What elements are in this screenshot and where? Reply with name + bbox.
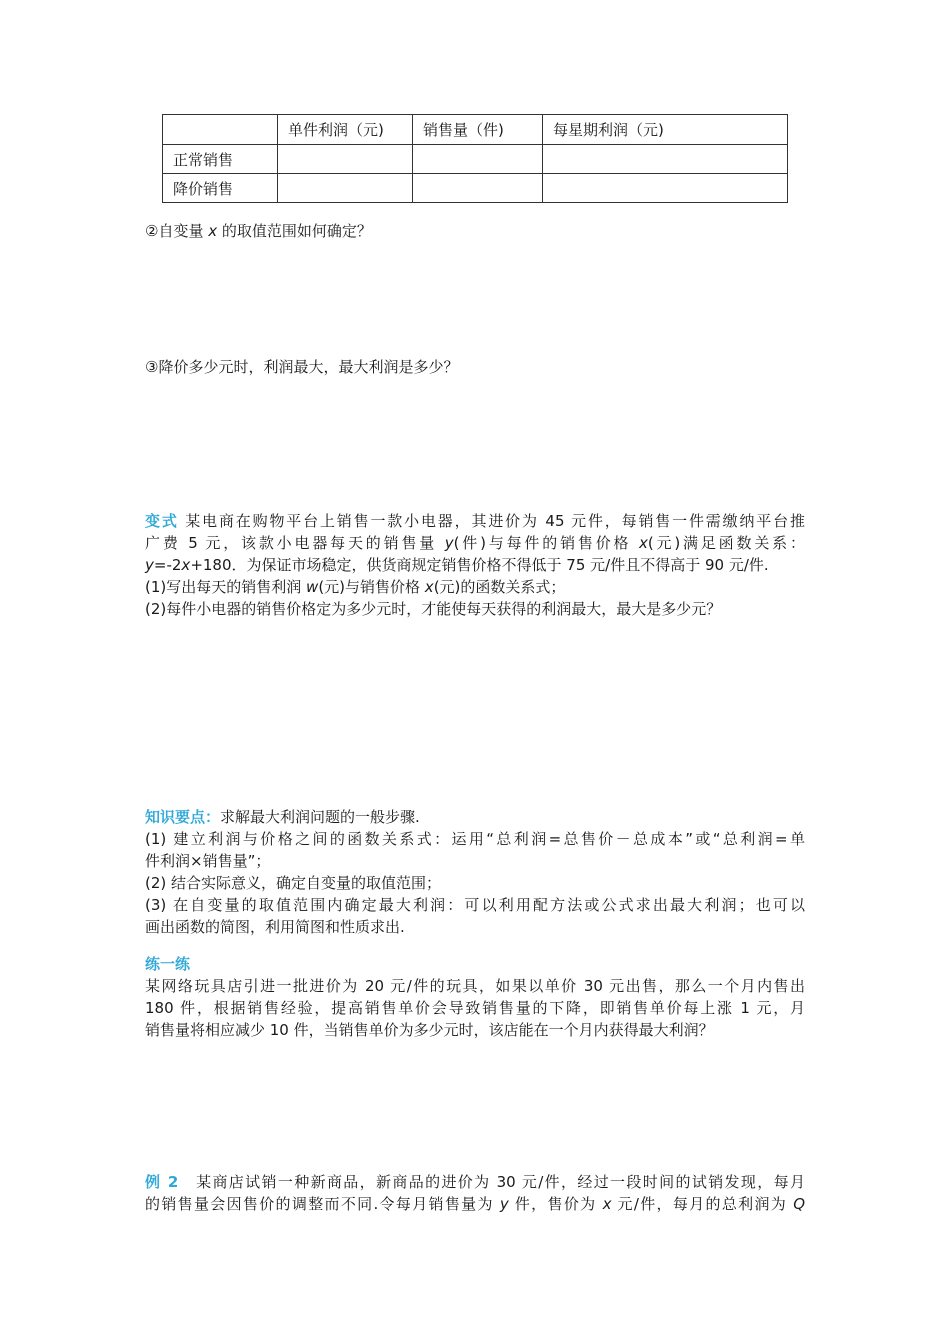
knowledge-step-1-cont: 件利润×销售量”； xyxy=(145,852,271,870)
example-2-line-1 xyxy=(145,1171,805,1193)
example-2-var: x xyxy=(602,1195,612,1213)
table-header-cell: 销售量（件) xyxy=(413,115,543,145)
variant-tag: 变式 xyxy=(145,512,179,530)
example-2-tag: 例 2 xyxy=(145,1173,179,1191)
question-3: ③降价多少元时，利润最大，最大利润是多少？ xyxy=(145,358,459,376)
knowledge-step-2: (2) 结合实际意义，确定自变量的取值范围； xyxy=(145,874,442,892)
table-cell xyxy=(543,145,788,174)
variant-line-1 xyxy=(145,510,805,532)
table-header-row xyxy=(163,115,788,145)
table-cell xyxy=(278,174,413,203)
table-header-cell xyxy=(163,115,278,145)
variant-var: y xyxy=(145,556,154,574)
practice-line-2: 180 件，根据销售经验，提高销售单价会导致销售量的下降，即销售单价每上涨 1 元，月 xyxy=(145,999,805,1017)
variant-text: (元)的函数关系式； xyxy=(433,578,566,596)
practice-heading: 练一练 xyxy=(145,955,191,973)
variant-text: (件)与每件的销售价格 xyxy=(453,534,639,552)
question-2-var: x xyxy=(208,222,218,240)
sales-table xyxy=(162,114,788,203)
table-header-cell: 每星期利润（元) xyxy=(543,115,788,145)
knowledge-step-1: (1) 建立利润与价格之间的函数关系式：运用“总利润=总售价－总成本”或“总利润=单 xyxy=(145,830,805,848)
table-row-label: 正常销售 xyxy=(163,145,278,174)
example-2-text: 元/件，每月的总利润为 xyxy=(611,1195,794,1213)
variant-text: +180．为保证市场稳定，供货商规定销售价格不得低于 75 元/件且不得高于 90 元/件. xyxy=(190,556,769,574)
table-cell xyxy=(413,145,543,174)
table-cell xyxy=(543,174,788,203)
variant-var: x xyxy=(181,556,191,574)
table-header-cell: 单件利润（元) xyxy=(278,115,413,145)
question-2-text: 的取值范围如何确定？ xyxy=(217,222,372,240)
example-2-text: 件，售价为 xyxy=(508,1195,603,1213)
table-cell xyxy=(278,145,413,174)
example-2-line-2 xyxy=(145,1193,805,1215)
example-2-var: y xyxy=(499,1195,509,1213)
question-2-text: ②自变量 xyxy=(145,222,209,240)
variant-text: (元)与销售价格 xyxy=(318,578,425,596)
table-row-label: 降价销售 xyxy=(163,174,278,203)
variant-line-2 xyxy=(145,532,805,554)
variant-question-1 xyxy=(145,576,565,598)
variant-var: w xyxy=(306,578,319,596)
knowledge-step-3: (3) 在自变量的取值范围内确定最大利润：可以利用配方法或公式求出最大利润；也可以 xyxy=(145,896,805,914)
knowledge-tag: 知识要点： xyxy=(145,808,221,826)
knowledge-heading xyxy=(145,806,420,828)
practice-line-1: 某网络玩具店引进一批进价为 20 元/件的玩具，如果以单价 30 元出售，那么一个月内售出 xyxy=(145,977,805,995)
variant-text: 广费 5 元，该款小电器每天的销售量 xyxy=(145,534,445,552)
variant-text: (元)满足函数关系： xyxy=(647,534,805,552)
variant-text: 某电商在购物平台上销售一款小电器，其进价为 45 元件，每销售一件需缴纳平台推 xyxy=(178,512,805,530)
table-row xyxy=(163,174,788,203)
variant-question-2: (2)每件小电器的销售价格定为多少元时，才能使每天获得的利润最大，最大是多少元？ xyxy=(145,600,722,618)
variant-var: x xyxy=(638,534,648,552)
variant-text: (1)写出每天的销售利润 xyxy=(145,578,307,596)
example-2-text: 的销售量会因售价的调整而不同.令每月销售量为 xyxy=(145,1195,500,1213)
variant-line-3 xyxy=(145,554,769,576)
knowledge-intro: 求解最大利润问题的一般步骤. xyxy=(220,808,420,826)
example-2-var: Q xyxy=(793,1195,806,1213)
example-2-text: 某商店试销一种新商品，新商品的进价为 30 元/件，经过一段时间的试销发现，每月 xyxy=(178,1173,805,1191)
practice-line-3: 销售量将相应减少 10 件，当销售单价为多少元时，该店能在一个月内获得最大利润？ xyxy=(145,1021,714,1039)
question-2 xyxy=(145,220,372,242)
table-cell xyxy=(413,174,543,203)
knowledge-step-3-cont: 画出函数的简图，利用简图和性质求出. xyxy=(145,918,405,936)
variant-var: x xyxy=(424,578,434,596)
variant-text: =-2 xyxy=(153,556,182,574)
variant-var: y xyxy=(444,534,454,552)
table-row xyxy=(163,145,788,174)
